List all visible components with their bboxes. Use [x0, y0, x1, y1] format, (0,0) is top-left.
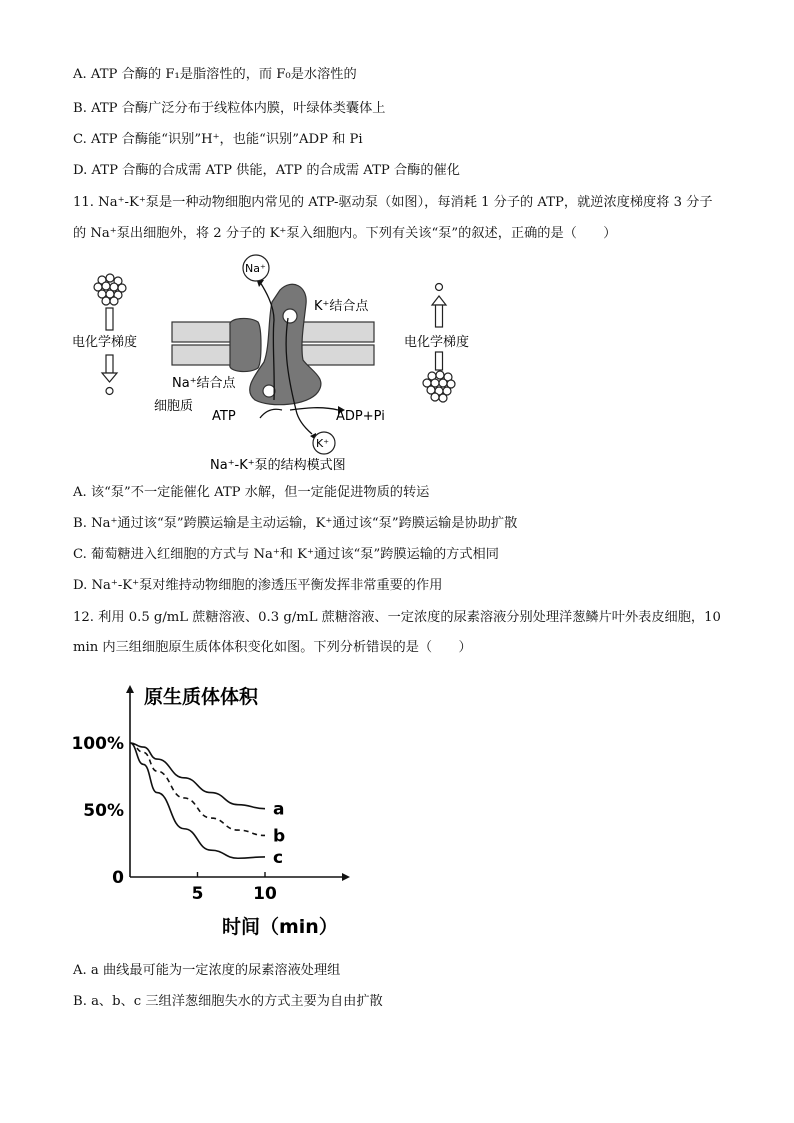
- q12-option-a: A. a 曲线最可能为一定浓度的尿素溶液处理组: [73, 963, 341, 978]
- na-ion-label: Na⁺: [245, 262, 266, 275]
- q11-stem-line2: 的 Na⁺泵出细胞外，将 2 分子的 K⁺泵入细胞内。下列有关该“泵”的叙述，正确的是（ ）: [73, 226, 617, 241]
- series-label-c: c: [273, 847, 284, 868]
- q10-option-c: C. ATP 合酶能“识别”H⁺，也能“识别”ADP 和 Pi: [73, 132, 363, 147]
- q11-option-c: C. 葡萄糖进入红细胞的方式与 Na⁺和 K⁺通过该“泵”跨膜运输的方式相同: [73, 547, 499, 562]
- y-axis-arrowhead: [126, 685, 134, 693]
- chart-axes: [126, 685, 350, 881]
- series-label-b: b: [273, 826, 286, 847]
- atp-label: ATP: [212, 409, 236, 424]
- q12-stem-line1: 12. 利用 0.5 g/mL 蔗糖溶液、0.3 g/mL 蔗糖溶液、一定浓度的尿素溶液分别处理洋葱鳞片叶外表皮细胞，10: [73, 610, 721, 625]
- y-axis-title: 原生质体体积: [144, 686, 259, 708]
- y-tick-label: 100%: [71, 734, 124, 754]
- x-tick-label: 5: [191, 884, 204, 904]
- k-ion-label: K⁺: [316, 437, 330, 450]
- k-site-label: K⁺结合点: [314, 299, 369, 314]
- left-particle-cluster: [94, 274, 126, 305]
- series-line-b: [130, 743, 265, 835]
- q10-option-b: B. ATP 合酶广泛分布于线粒体内膜，叶绿体类囊体上: [73, 101, 386, 116]
- right-particle-cluster: [423, 371, 455, 402]
- q12-option-b: B. a、b、c 三组洋葱细胞失水的方式主要为自由扩散: [73, 994, 383, 1009]
- chart-lines: [130, 743, 265, 858]
- na-k-pump-figure: [60, 250, 500, 475]
- x-tick-label: 10: [253, 884, 277, 904]
- chart-text: [71, 685, 337, 938]
- x-axis-arrowhead: [342, 873, 350, 881]
- q12-stem-line2: min 内三组细胞原生质体体积变化如图。下列分析错误的是（ ）: [73, 640, 472, 655]
- y-tick-label: 0: [112, 868, 124, 888]
- na-binding-site: [263, 385, 275, 397]
- x-axis-title: 时间（min）: [222, 916, 338, 938]
- series-label-a: a: [273, 799, 285, 820]
- y-tick-label: 50%: [83, 801, 124, 821]
- right-gradient-label: 电化学梯度: [404, 335, 470, 350]
- pump-figure-caption: Na⁺-K⁺泵的结构模式图: [210, 458, 346, 473]
- left-gradient-label: 电化学梯度: [72, 335, 138, 350]
- na-site-label: Na⁺结合点: [172, 376, 236, 391]
- adp-label: ADP+Pi: [336, 409, 385, 424]
- k-binding-site: [283, 309, 297, 323]
- cytoplasm-label: 细胞质: [154, 399, 194, 414]
- q11-stem-line1: 11. Na⁺-K⁺泵是一种动物细胞内常见的 ATP-驱动泵（如图），每消耗 1 分子的 ATP，就逆浓度梯度将 3 分子: [73, 195, 713, 210]
- q11-option-b: B. Na⁺通过该“泵”跨膜运输是主动运输，K⁺通过该“泵”跨膜运输是协助扩散: [73, 516, 518, 531]
- q11-option-d: D. Na⁺-K⁺泵对维持动物细胞的渗透压平衡发挥非常重要的作用: [73, 578, 443, 593]
- q11-option-a: A. 该“泵”不一定能催化 ATP 水解，但一定能促进物质的转运: [73, 485, 430, 500]
- q10-option-d: D. ATP 合酶的合成需 ATP 供能，ATP 的合成需 ATP 合酶的催化: [73, 163, 460, 178]
- q10-option-a: A. ATP 合酶的 F₁是脂溶性的，而 F₀是水溶性的: [73, 67, 357, 82]
- protoplast-volume-chart: [71, 675, 360, 945]
